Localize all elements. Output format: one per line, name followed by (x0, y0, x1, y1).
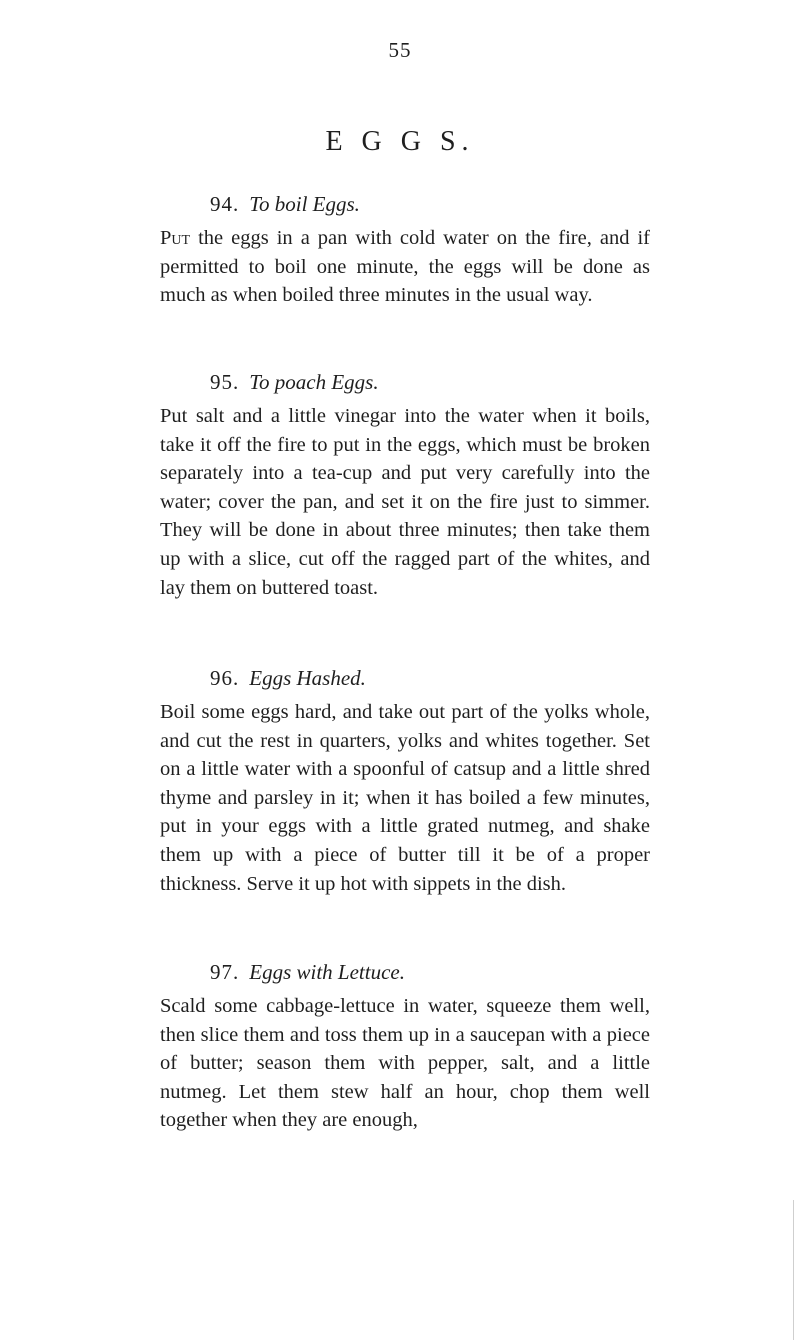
recipe-body-95: Put salt and a little vinegar into the water when it boils, take it off the fire to put in the eggs, which must be broken separately into a tea-cup and put very carefully into the water; cover the pan, and set it on the fire just to simmer. They will be done in about three minutes; then take them up with a slice, cut off the ragged part of the whites, and lay them on buttered toast. (160, 405, 650, 599)
recipe-text: the eggs in a pan with cold water on the fire, and if permitted to boil one minute, the eggs will be done as much as when boiled three minutes in the usual way. (160, 227, 650, 307)
recipe-title: Eggs with Lettuce. (249, 960, 405, 984)
page-edge-line (793, 1200, 794, 1340)
recipe-body-97: Scald some cabbage-lettuce in water, squeeze them well, then slice them and toss them up in a saucepan with a piece of butter; season them with pepper, salt, and a little nutmeg. Let them stew half an hour, chop them well together when they are enough, (160, 995, 650, 1132)
recipe-body-96: Boil some eggs hard, and take out part of the yolks whole, and cut the rest in quarters, yolks and whites together. Set on a little water with a spoonful of catsup and a little shred thyme and parsley in it; when it has boiled a few minutes, put in your eggs with a little grated nutmeg, and shake them up with a piece of butter till it be of a proper thickness. Serve it up hot with sippets in the dish. (160, 701, 650, 895)
recipe-heading-94 (160, 190, 650, 218)
recipe-title: To boil Eggs. (249, 192, 360, 216)
chapter-title: E G G S. (325, 126, 475, 157)
recipe-number: 97. (210, 960, 240, 984)
recipe-number: 96. (210, 666, 240, 690)
page-number: 55 (388, 38, 412, 62)
recipe-body-94 (160, 224, 650, 310)
recipe-title: Eggs Hashed. (249, 666, 366, 690)
recipe-heading-95 (160, 368, 650, 396)
recipe-number: 94. (210, 192, 240, 216)
recipe-heading-96 (160, 664, 650, 692)
recipe-title: To poach Eggs. (249, 370, 379, 394)
recipe-heading-97 (160, 958, 650, 986)
recipe-number: 95. (210, 370, 240, 394)
recipe-lead-word: Put (160, 227, 191, 249)
